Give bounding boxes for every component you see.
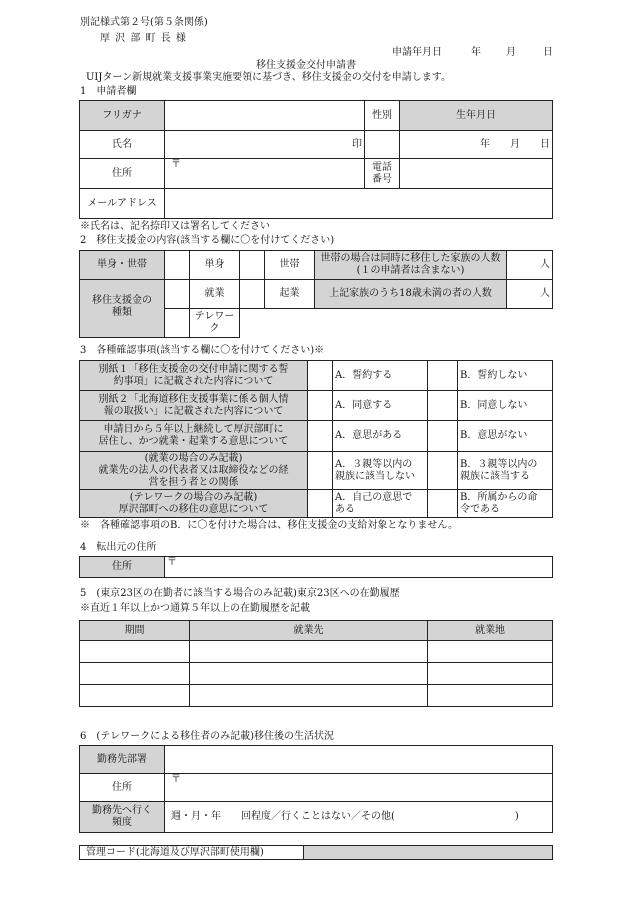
postal-mark: 〒 — [167, 557, 177, 568]
option-b-label: B．誓約しない — [458, 361, 553, 391]
col-employer: 就業先 — [190, 621, 428, 641]
name-note: ※氏名は、記名捺印又は署名してください — [80, 221, 270, 232]
confirm-item-2: 別紙２「北海道移住支援事業に係る個人情 報の取扱い」に記載された内容について — [80, 391, 308, 421]
col-location: 就業地 — [428, 621, 553, 641]
date-month-label: 月 — [506, 47, 516, 58]
employer-field[interactable] — [190, 663, 428, 685]
previous-address-label: 住所 — [80, 557, 165, 578]
confirm-item-4: (就業の場合のみ記載) 就業先の法人の代表者又は取締役などの経 営を担う者との関係 — [80, 452, 308, 490]
location-field[interactable] — [428, 641, 553, 663]
birthdate-label: 生年月日 — [400, 101, 553, 131]
workplace-address-field[interactable] — [165, 774, 553, 802]
department-label: 勤務先部署 — [80, 746, 165, 774]
family-count-label: 世帯の場合は同時に移住した家族の人数(１の申請者は含まない) — [315, 251, 507, 280]
option-a-label: A．誓約する — [333, 361, 428, 391]
location-field[interactable] — [428, 663, 553, 685]
applicant-table — [79, 100, 553, 219]
section3-heading: 3 各種確認事項(該当する欄に〇を付けてください)※ — [80, 345, 325, 356]
under18-count-field[interactable] — [507, 280, 553, 309]
gender-field[interactable] — [365, 131, 400, 159]
option-a-label: A．同意する — [333, 391, 428, 421]
section4-heading: 4 転出元の住所 — [80, 542, 157, 553]
phone-field[interactable] — [400, 159, 553, 189]
section2-heading: 2 移住支援金の内容(該当する欄に〇を付けてください) — [80, 235, 335, 246]
postal-mark: 〒 — [171, 159, 181, 170]
option-b-check[interactable] — [428, 452, 458, 490]
application-date-label: 申請年月日 — [392, 47, 442, 58]
previous-address-table — [79, 556, 553, 578]
document-title: 移住支援金交付申請書 — [256, 60, 356, 71]
visit-frequency-label: 勤務先へ行く 頻度 — [80, 802, 165, 833]
employer-field[interactable] — [190, 685, 428, 707]
option-b-label: B．３親等以内の 親族に該当する — [458, 452, 553, 490]
section6-heading: 6 (テレワークによる移住者のみ記載)移住後の生活状況 — [80, 731, 334, 742]
support-type-label: 移住支援金の 種類 — [80, 280, 165, 338]
startup-check[interactable] — [240, 280, 265, 309]
person-unit: 人 — [540, 288, 550, 299]
col-period: 期間 — [80, 621, 190, 641]
option-b-check[interactable] — [428, 361, 458, 391]
management-code-label: 管理コード(北海道及び厚沢部町使用欄) — [80, 846, 304, 860]
date-year-label: 年 — [471, 47, 481, 58]
family-count-field[interactable] — [507, 251, 553, 280]
email-field[interactable] — [165, 189, 553, 219]
name-field[interactable] — [165, 131, 365, 159]
confirmation-table — [79, 360, 553, 518]
form-number: 別記様式第２号(第５条関係) — [80, 17, 208, 28]
option-b-label: B．意思がない — [458, 421, 553, 452]
management-code-box — [79, 845, 553, 860]
option-a-label: A．３親等以内の 親族に該当しない — [333, 452, 428, 490]
person-unit: 人 — [540, 259, 550, 270]
name-label: 氏名 — [80, 131, 165, 159]
confirmation-note: ※ 各種確認事項のB．に〇を付けた場合は、移住支援金の支給対象となりません。 — [80, 520, 458, 531]
option-a-label: A．意思がある — [333, 421, 428, 452]
option-a-label: A．自己の意思で ある — [333, 490, 428, 518]
option-b-label: B．同意しない — [458, 391, 553, 421]
workplace-address-label: 住所 — [80, 774, 165, 802]
under18-count-label: 上記家族のうち18歳未満の者の人数 — [315, 280, 507, 309]
addressee: 厚 沢 部 町 長 様 — [100, 33, 187, 44]
family-check[interactable] — [240, 251, 265, 280]
option-a-check[interactable] — [308, 452, 333, 490]
previous-address-field[interactable] — [165, 557, 553, 578]
visit-frequency-field[interactable]: 週・月・年 回程度／行くことはない／その他( ) — [165, 802, 553, 833]
telework-label: テレワーク — [190, 309, 240, 338]
period-field[interactable] — [80, 663, 190, 685]
phone-label: 電話 番号 — [365, 159, 400, 189]
option-b-check[interactable] — [428, 391, 458, 421]
department-field[interactable] — [165, 746, 553, 774]
employer-field[interactable] — [190, 641, 428, 663]
option-b-check[interactable] — [428, 421, 458, 452]
option-a-check[interactable] — [308, 391, 333, 421]
startup-label: 起業 — [265, 280, 315, 309]
work-history-note: ※直近１年以上かつ通算５年以上の在勤履歴を記載 — [80, 603, 310, 614]
period-field[interactable] — [80, 685, 190, 707]
confirm-item-1: 別紙１「移住支援金の交付申請に関する誓 約事項」に記載された内容について — [80, 361, 308, 391]
location-field[interactable] — [428, 685, 553, 707]
family-label: 世帯 — [265, 251, 315, 280]
birthdate-field[interactable]: 年 月 日 — [400, 131, 553, 159]
employment-label: 就業 — [190, 280, 240, 309]
option-b-label: B．所属からの命 令である — [458, 490, 553, 518]
seal-label: 印 — [352, 138, 362, 150]
support-content-table — [79, 250, 553, 338]
date-day-label: 日 — [543, 47, 553, 58]
address-label: 住所 — [80, 159, 165, 189]
option-a-check[interactable] — [308, 421, 333, 452]
confirm-item-3: 申請日から５年以上継続して厚沢部町に 居住し、かつ就業・起業する意思について — [80, 421, 308, 452]
single-label: 単身 — [190, 251, 240, 280]
period-field[interactable] — [80, 641, 190, 663]
household-label: 単身・世帯 — [80, 251, 165, 280]
employment-check[interactable] — [165, 280, 190, 309]
telework-check[interactable] — [165, 309, 190, 338]
furigana-label: フリガナ — [80, 101, 165, 131]
option-a-check[interactable] — [308, 490, 333, 518]
furigana-field[interactable] — [165, 101, 365, 131]
postal-mark: 〒 — [171, 774, 181, 785]
email-label: メールアドレス — [80, 189, 165, 219]
section1-heading: 1 申請者欄 — [80, 86, 137, 97]
management-code-field — [304, 846, 553, 860]
confirm-item-5: (テレワークの場合のみ記載) 厚沢部町への移住の意思について — [80, 490, 308, 518]
work-history-table — [79, 620, 553, 707]
option-a-check[interactable] — [308, 361, 333, 391]
section5-heading: 5 (東京23区の在勤者に該当する場合のみ記載)東京23区への在勤履歴 — [80, 588, 400, 599]
option-b-check[interactable] — [428, 490, 458, 518]
intro-text: UIJターン新規就業支援事業実施要領に基づき、移住支援金の交付を申請します。 — [86, 72, 451, 83]
single-check[interactable] — [165, 251, 190, 280]
telework-status-table — [79, 745, 553, 833]
gender-label: 性別 — [365, 101, 400, 131]
address-field[interactable] — [165, 159, 365, 189]
